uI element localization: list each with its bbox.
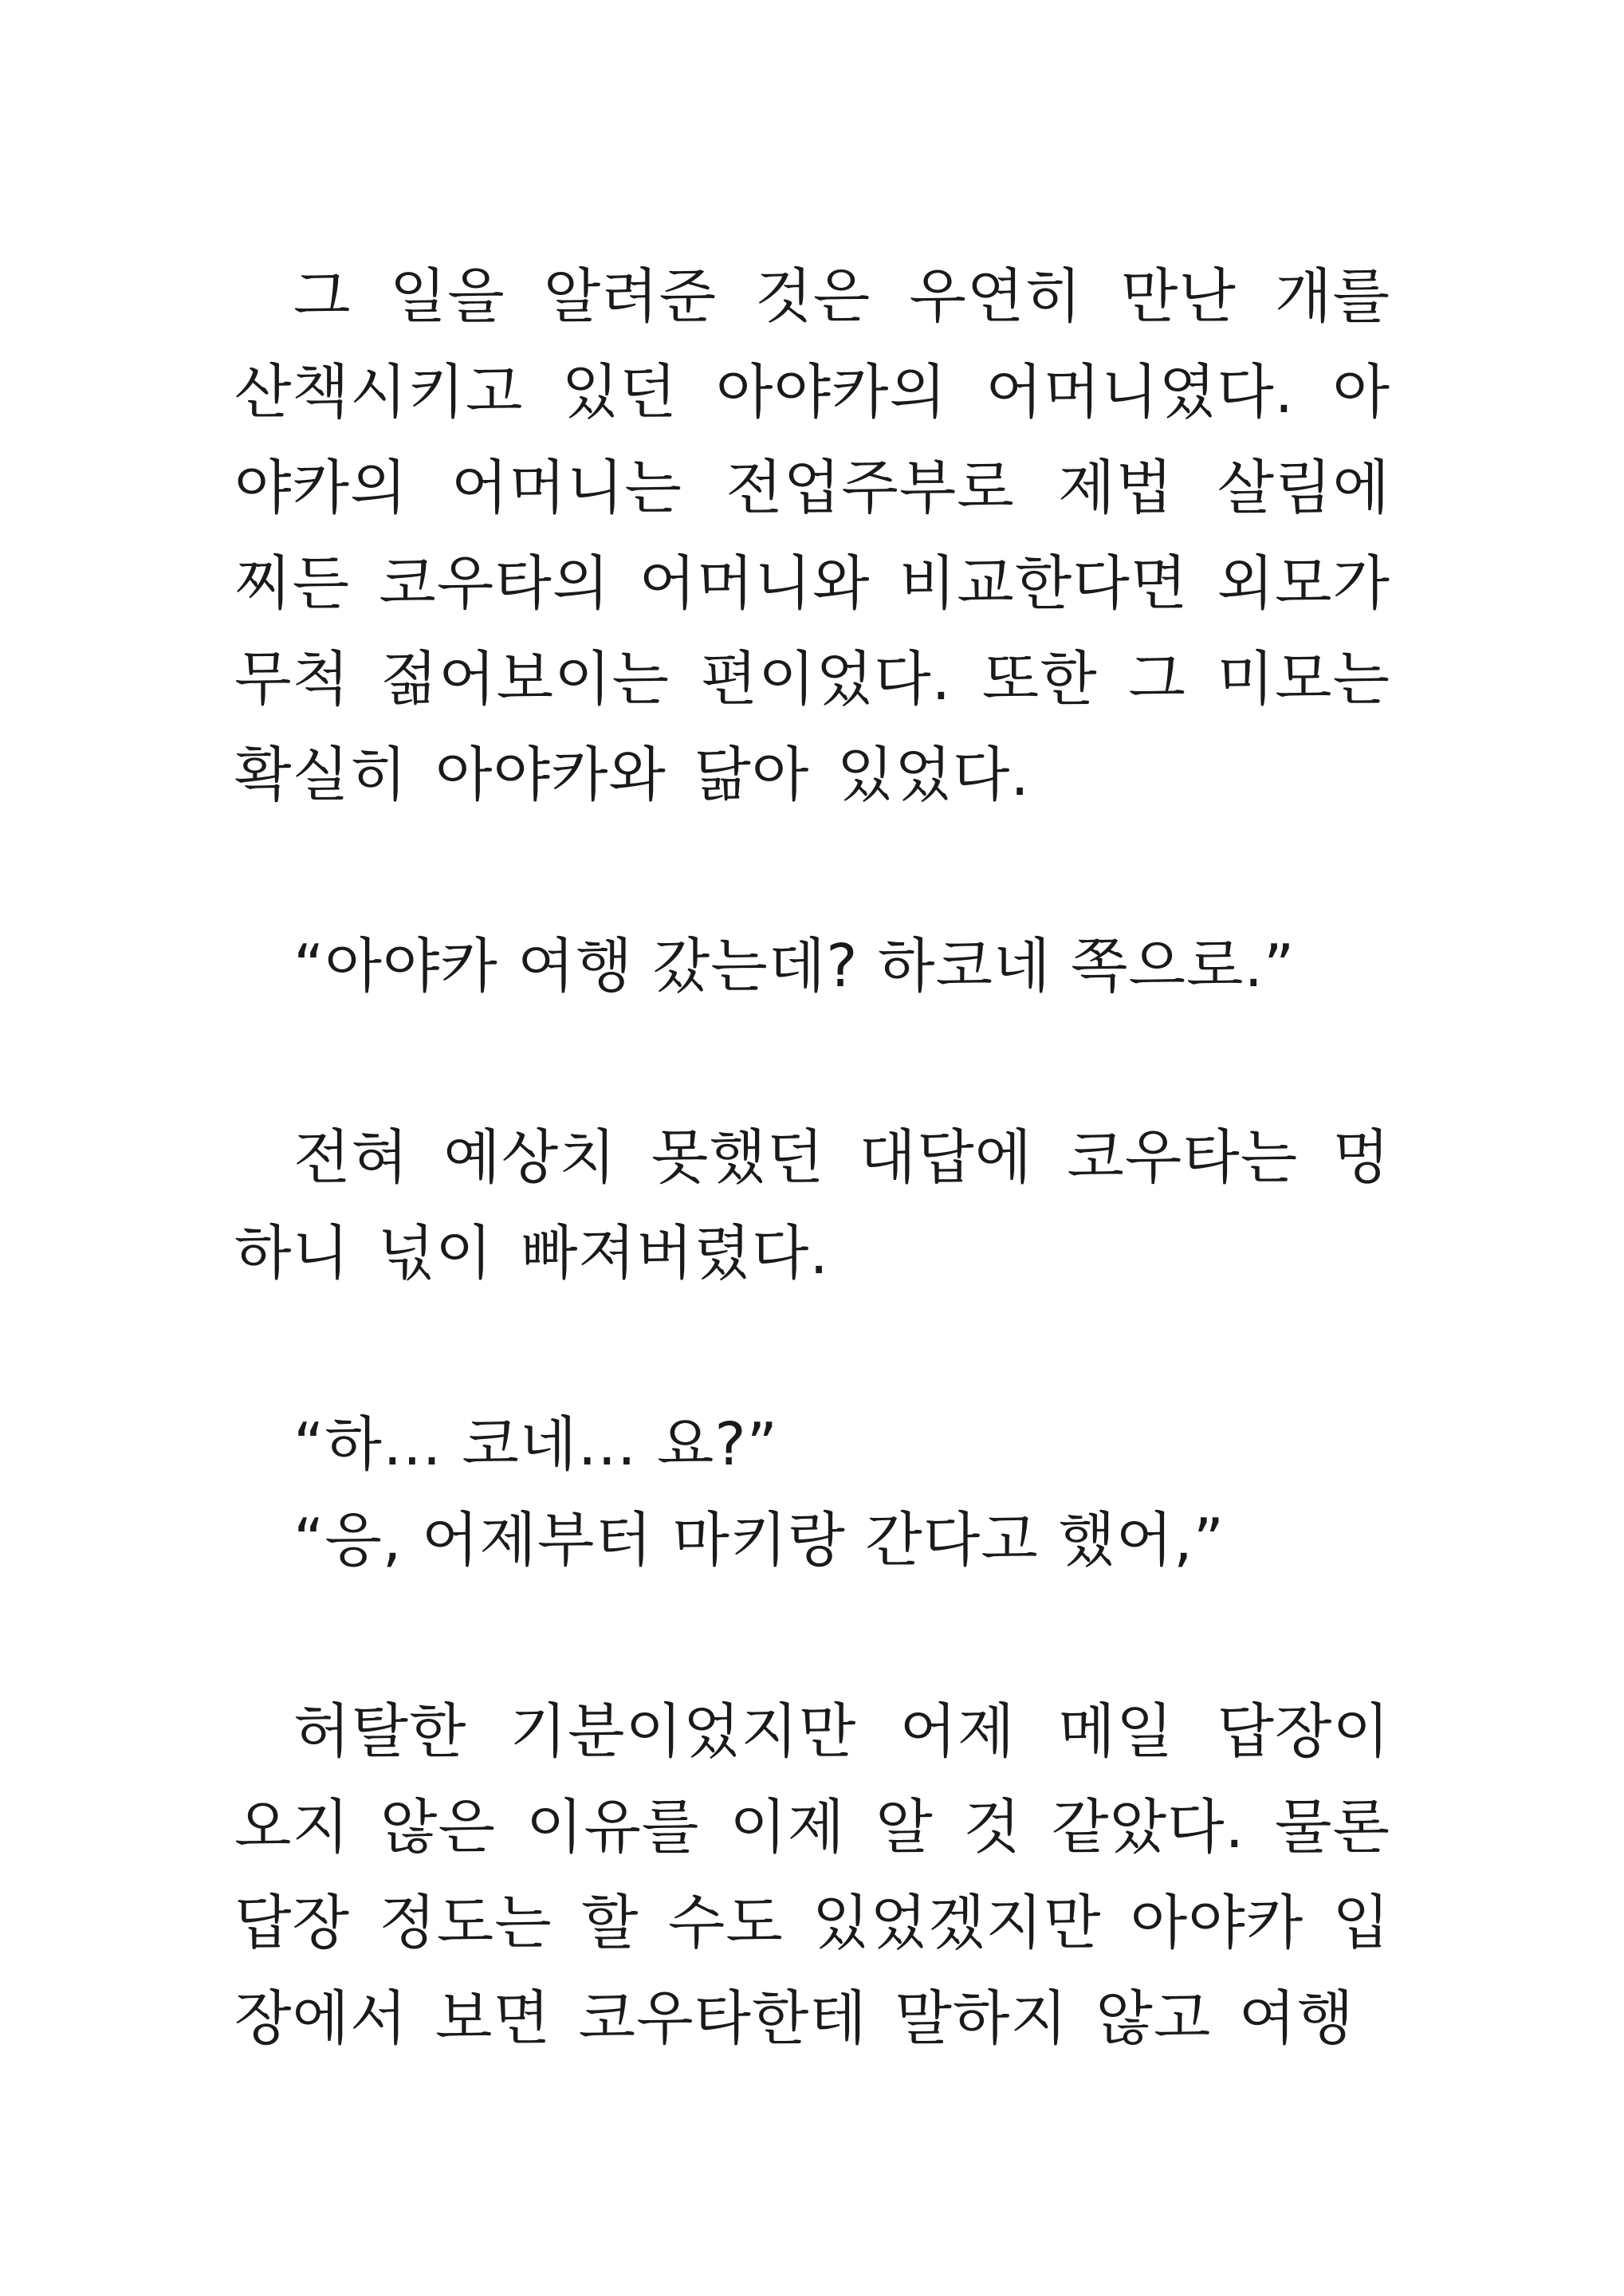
dialogue-line-1: “아야카 여행 갔는데? 하코네 쪽으로.” — [293, 932, 1296, 1001]
dialogue-line-2: “하… 코네… 요?” — [293, 1410, 778, 1479]
paragraph-2: 전혀 예상치 못했던 대답에 코우타는 멍하니 넋이 빠져버렸다. — [234, 1123, 1390, 1288]
body-text — [234, 249, 1390, 2066]
paragraph-spacer — [234, 1014, 1390, 1110]
paragraph-3: 허탈한 기분이었지만 어제 메일 답장이 오지 않은 이유를 이제 알 것 같았다. 물론 답장 정도는 할 수도 있었겠지만 아야카 입장에서 보면 코우타한테 말하지 않고 여행 — [234, 1697, 1390, 2053]
paragraph-1: 그 일을 알려준 것은 우연히 만난 개를 산책시키고 있던 아야카의 어머니였다. 아야카의 어머니는 전업주부로 제법 살림에 찌든 코우타의 어머니와 비교한다면 외모가 무척 젊어보이는 편이었다. 또한 그 미모는 확실히 아야카와 닮아 있었다. — [234, 262, 1390, 809]
paragraph-spacer — [234, 1588, 1390, 1684]
paragraph-spacer — [234, 823, 1390, 918]
dialogue-line-3: “응, 어제부터 마키랑 간다고 했어,” — [293, 1506, 1225, 1575]
paragraph-spacer — [234, 1301, 1390, 1397]
